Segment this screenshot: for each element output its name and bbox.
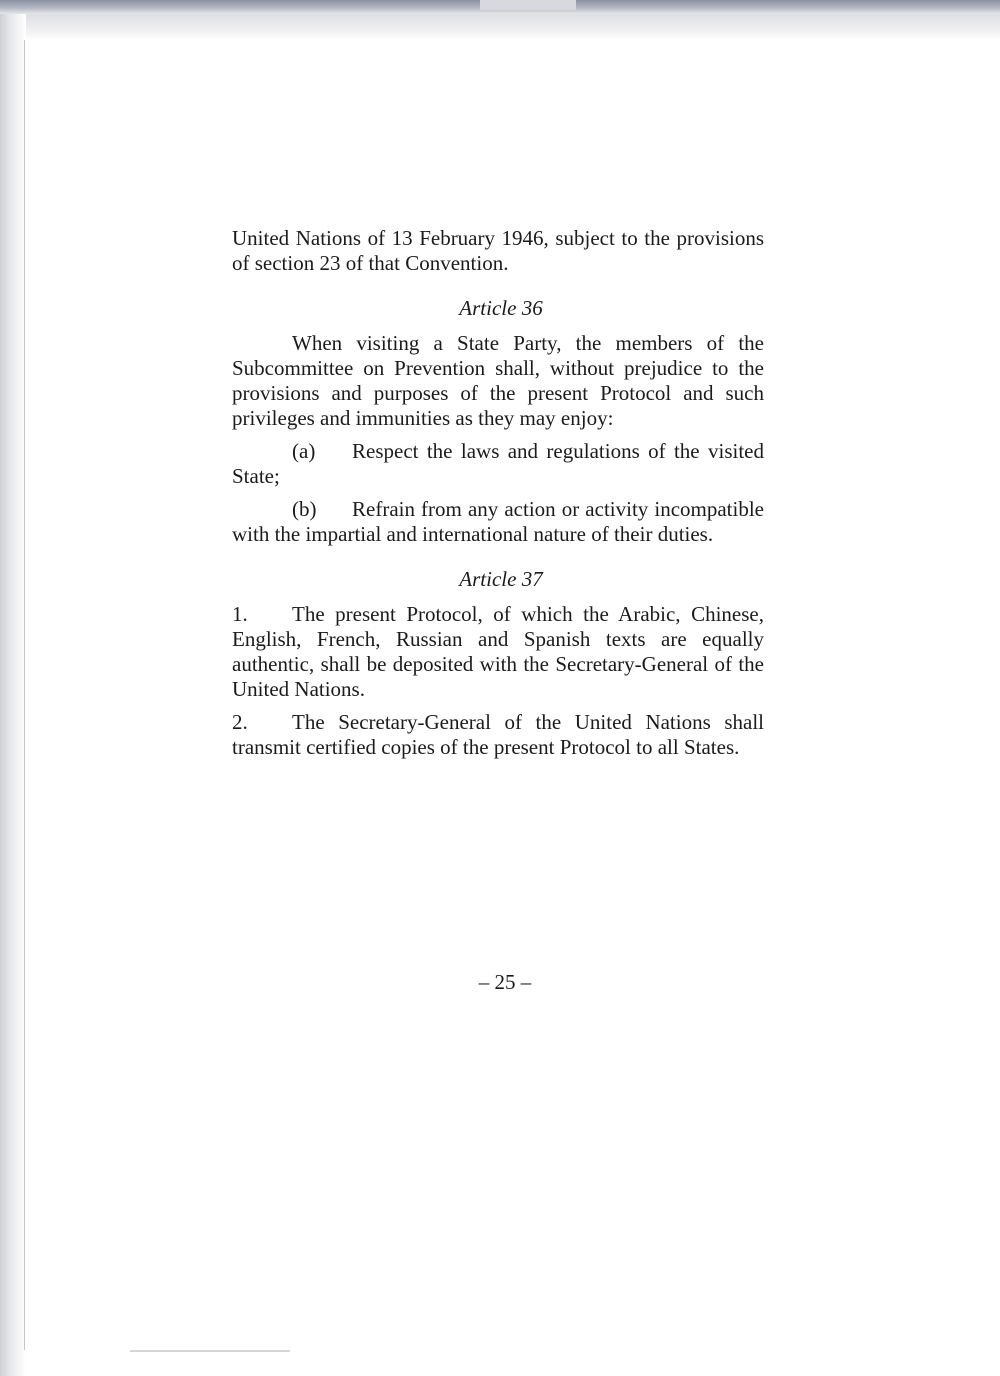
article-36-heading: Article 36 bbox=[459, 296, 543, 320]
item-label: (a) bbox=[292, 439, 316, 463]
article-37-item-2 bbox=[232, 710, 764, 760]
item-number: 2. bbox=[232, 710, 248, 734]
article-37-heading: Article 37 bbox=[459, 567, 543, 591]
article-37-item-1 bbox=[232, 602, 764, 702]
scan-top-mark bbox=[480, 0, 576, 10]
item-text: Respect the laws and regulations of the visited State; bbox=[232, 439, 764, 488]
item-text: The Secretary-General of the United Nations shall transmit certified copies of the present Protocol to all States. bbox=[232, 710, 764, 759]
page-number: – 25 – bbox=[478, 970, 532, 994]
item-label: (b) bbox=[292, 497, 317, 521]
article-36-item-a bbox=[232, 439, 764, 489]
item-number: 1. bbox=[232, 602, 248, 626]
item-text: Refrain from any action or activity incompatible with the impartial and international nature of their duties. bbox=[232, 497, 764, 546]
article-36-intro: When visiting a State Party, the members of the Subcommittee on Prevention shall, without prejudice to the provisions and purposes of the present Protocol and such privileges and immunities as they may enjoy: bbox=[232, 331, 764, 430]
scan-top-shadow bbox=[0, 14, 1000, 40]
binding-line bbox=[24, 40, 25, 1350]
continuation-paragraph: United Nations of 13 February 1946, subject to the provisions of section 23 of that Convention. bbox=[232, 226, 764, 275]
page-body bbox=[232, 226, 764, 760]
scan-left-edge bbox=[0, 14, 26, 1376]
item-text: The present Protocol, of which the Arabic, Chinese, English, French, Russian and Spanish texts are equally authentic, shall be deposited with the Secretary-General of the United Nations. bbox=[232, 602, 764, 701]
article-36-item-b bbox=[232, 497, 764, 547]
scan-bottom-mark bbox=[130, 1350, 290, 1352]
